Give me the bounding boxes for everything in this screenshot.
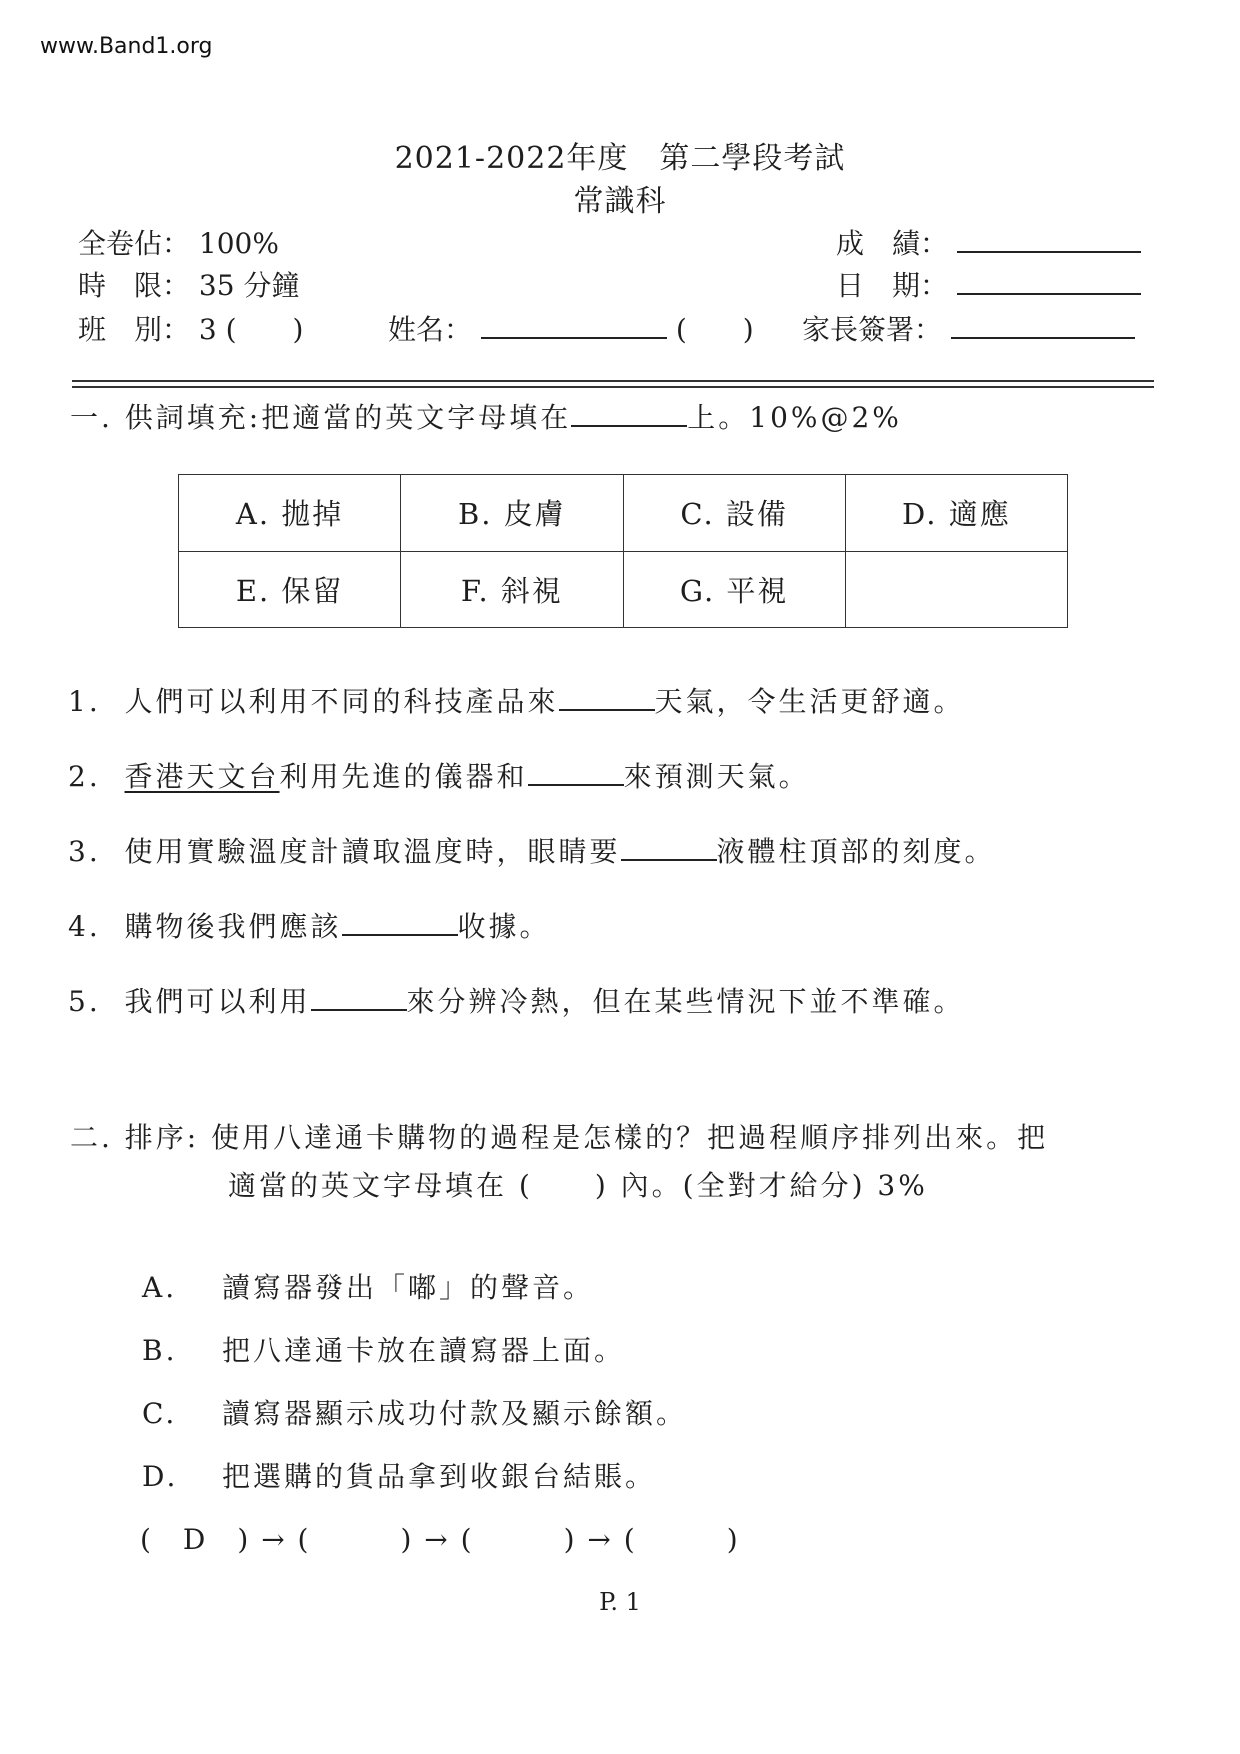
section1-instruction (70, 396, 902, 436)
weight-label: 全卷佔： (78, 227, 191, 260)
question-text: 人們可以利用不同的科技產品來 (124, 685, 559, 718)
word-bank-cell: E. 保留 (179, 551, 401, 628)
question-text: 利用先進的儀器和 (279, 760, 528, 793)
question-text: 我們可以利用 (124, 985, 311, 1018)
class-label: 班 別： (78, 313, 191, 346)
section1-instruction-marks: 上。10%@2% (687, 401, 902, 434)
name-field[interactable] (481, 313, 667, 339)
weight-row (78, 222, 279, 262)
section1-instruction-text: 一. 供詞填充:把適當的英文字母填在 (70, 401, 572, 434)
question-text: 購物後我們應該 (124, 910, 342, 943)
time-value: 35 分鐘 (198, 269, 300, 302)
parent-signature-field[interactable] (951, 313, 1135, 339)
word-bank-cell: G. 平視 (623, 551, 845, 628)
question-number: 3. (68, 835, 101, 868)
question-text: 液體柱頂部的刻度。 (716, 835, 996, 868)
answer-blank-4[interactable] (342, 910, 458, 936)
word-bank-row (179, 475, 1068, 552)
word-bank-cell: A. 拋掉 (179, 475, 401, 552)
step-label: A. (142, 1271, 178, 1304)
question-5 (68, 980, 965, 1020)
step-text: 把八達通卡放在讀寫器上面。 (222, 1334, 626, 1367)
question-text: 天氣，令生活更舒適。 (654, 685, 965, 718)
question-number: 5. (68, 985, 101, 1018)
step-text: 把選購的貨品拿到收銀台結賬。 (222, 1460, 657, 1493)
answer-blank-5[interactable] (311, 985, 407, 1011)
date-row (836, 264, 1141, 304)
header-divider-top (72, 380, 1154, 382)
time-label: 時 限： (78, 269, 191, 302)
answer-blank-2[interactable] (528, 760, 624, 786)
word-bank-table (178, 474, 1068, 628)
word-bank-cell: B. 皮膚 (401, 475, 623, 552)
step-text: 讀寫器顯示成功付款及顯示餘額。 (222, 1397, 688, 1430)
score-row (836, 222, 1141, 262)
site-watermark: www.Band1.org (40, 34, 213, 59)
weight-value: 100% (198, 227, 279, 260)
name-label: 姓名： (388, 313, 473, 346)
answer-blank-3[interactable] (621, 835, 717, 861)
question-number: 1. (68, 685, 101, 718)
word-bank-cell-empty (845, 551, 1067, 628)
parent-signature-label: 家長簽署： (802, 313, 943, 346)
word-bank-cell: D. 適應 (845, 475, 1067, 552)
question-text: 來分辨冷熱，但在某些情況下並不準確。 (406, 985, 965, 1018)
step-c (142, 1392, 687, 1432)
answer-blank-1[interactable] (559, 685, 655, 711)
question-2 (68, 755, 810, 795)
section2-instruction-line2: 適當的英文字母填在 ( ) 內。(全對才給分) 3% (228, 1169, 928, 1202)
score-field[interactable] (957, 227, 1141, 253)
question-1 (68, 680, 965, 720)
section2-instruction-line1: 二. 排序: 使用八達通卡購物的過程是怎樣的？把過程順序排列出來。把 (70, 1121, 1049, 1154)
instruction-blank (571, 401, 687, 427)
question-text: 使用實驗溫度計讀取溫度時，眼睛要 (124, 835, 621, 868)
header-divider-bottom (72, 386, 1154, 388)
step-a (142, 1266, 594, 1306)
question-text: 收據。 (457, 910, 551, 943)
date-field[interactable] (957, 269, 1141, 295)
step-label: D. (142, 1460, 179, 1493)
class-row (78, 308, 304, 348)
score-label: 成 績： (836, 227, 949, 260)
class-value: 3 ( ) (198, 313, 304, 346)
sequence-answer-row[interactable]: ( D ) → ( ) → ( ) → ( ) (140, 1523, 740, 1556)
subject-title: 常識科 (573, 184, 667, 219)
page-number: P. 1 (599, 1588, 641, 1616)
step-d (142, 1455, 656, 1495)
question-underlined-term: 香港天文台 (124, 760, 280, 793)
question-4 (68, 905, 551, 945)
question-text: 來預測天氣。 (623, 760, 810, 793)
question-number: 2. (68, 760, 101, 793)
time-row (78, 264, 299, 304)
step-b (142, 1329, 625, 1369)
student-number-paren: ( ) (675, 313, 754, 346)
date-label: 日 期： (836, 269, 949, 302)
word-bank-cell: F. 斜視 (401, 551, 623, 628)
question-number: 4. (68, 910, 101, 943)
question-3 (68, 830, 996, 870)
word-bank-row (179, 551, 1068, 628)
name-row (388, 308, 754, 348)
step-text: 讀寫器發出「嘟」的聲音。 (222, 1271, 595, 1304)
exam-title: 2021-2022年度 第二學段考試 (394, 141, 846, 176)
parent-signature-row (802, 308, 1135, 348)
step-label: B. (142, 1334, 178, 1367)
word-bank-cell: C. 設備 (623, 475, 845, 552)
step-label: C. (142, 1397, 178, 1430)
